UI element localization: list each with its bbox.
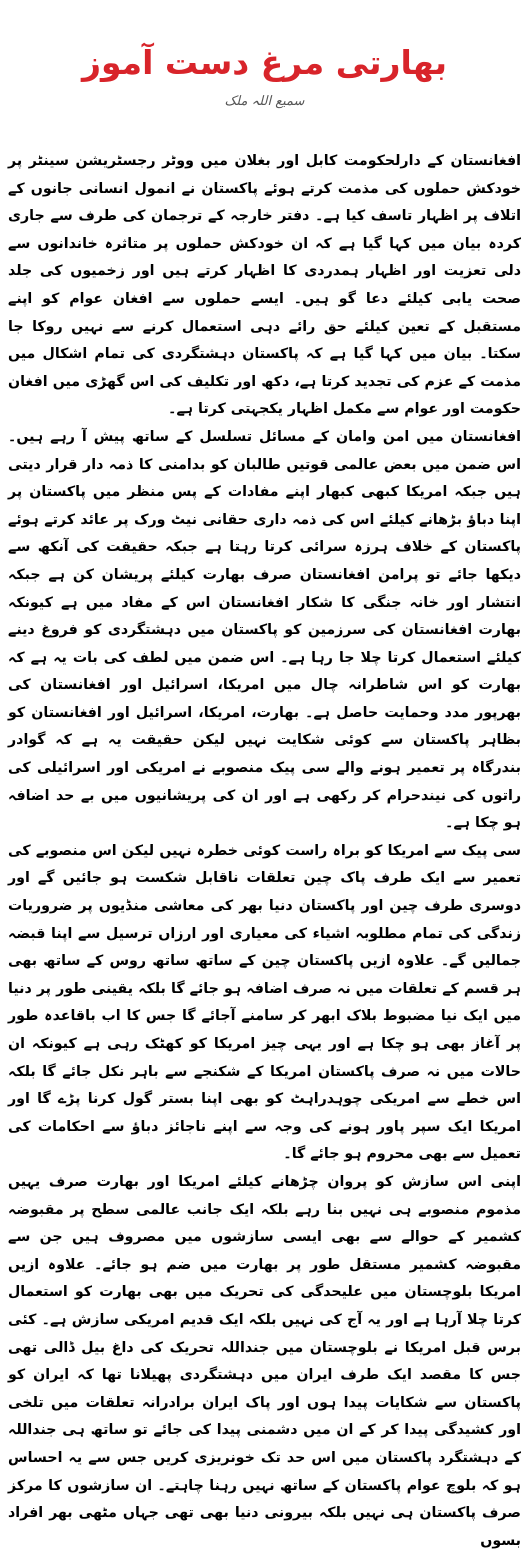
article-paragraph: افغانستان کے دارلحکومت کابل اور بغلان میں ووٹر رجسٹریشن سینٹر پر خودکش حملوں کی مذمت کرتے ہوئے پاکستان نے انمول انسانی جانوں کے اتلاف پر اظہار تاسف کیا ہے۔ دفتر خارجہ کے ترجمان کی طرف سے جاری کردہ بیان میں کہا گیا ہے کہ ان خودکش حملوں پر متاثرہ خاندانوں سے دلی تعزیت اور اظہار ہمدردی کا اظہار کرتے ہیں اور زخمیوں کی جلد صحت یابی کیلئے دعا گو ہیں۔ ایسے حملوں سے افغان عوام کو اپنے مستقبل کے تعین کیلئے حق رائے دہی استعمال کرنے سے نہیں روکا جا سکتا۔ بیان میں کہا گیا ہے کہ پاکستان دہشتگردی کی تمام اشکال میں مذمت کے عزم کی تجدید کرتا ہے، دکھ اور تکلیف کی اس گھڑی میں افغان حکومت اور عوام سے مکمل اظہار یکجہتی کرتا ہے۔: [8, 153, 521, 418]
article-paragraph: افغانستان میں امن وامان کے مسائل تسلسل کے ساتھ پیش آ رہے ہیں۔ اس ضمن میں بعض عالمی قوتیں طالبان کو بدامنی کا ذمہ دار قرار دیتی ہیں جبکہ امریکا کبھی کبھار اپنے مفادات کے پس منظر میں پاکستان پر اپنا دباؤ بڑھانے کیلئے اس کی ذمہ داری حقانی نیٹ ورک پر عائد کرتے ہوئے پاکستان کے خلاف ہرزہ سرائی کرتا رہتا ہے جبکہ حقیقت کی آنکھ سے دیکھا جائے تو پرامن افغانستان صرف بھارت کیلئے پریشان کن ہے جبکہ انتشار اور خانہ جنگی کا شکار افغانستان اس کے مفاد میں ہے کیونکہ بھارت افغانستان کی سرزمین کو پاکستان میں دہشتگردی کو فروغ دینے کیلئے استعمال کرتا چلا جا رہا ہے۔ اس ضمن میں لطف کی بات یہ ہے کہ بھارت کو اس شاطرانہ چال میں امریکا، اسرائیل اور افغانستان کی بھرپور مدد وحمایت حاصل ہے۔ بھارت، امریکا، اسرائیل اور افغانستان کو بظاہر پاکستان سے کوئی شکایت نہیں لیکن حقیقت یہ ہے کہ گوادر بندرگاہ پر تعمیر ہونے والے سی پیک منصوبے نے امریکی اور اسرائیلی کی راتوں کی نیندحرام کر رکھی ہے اور ان کی پریشانیوں میں بے حد اضافہ ہو چکا ہے۔: [8, 428, 521, 832]
article-paragraph: اپنی اس سازش کو پروان چڑھانے کیلئے امریکا اور بھارت صرف یہیں مذموم منصوبے ہی نہیں بنا رہے بلکہ ایک جانب عالمی سطح پر مقبوضہ کشمیر کے حوالے سے بھی ایسی سازشوں میں مصروف ہیں جن سے مقبوضہ کشمیر مستقل طور پر بھارت میں ضم ہو جائے۔ علاوہ ازیں امریکا بلوچستان میں علیحدگی کی تحریک میں بھی بھارت کو استعمال کرتا چلا آرہا ہے اور یہ آج کی نہیں بلکہ ایک قدیم امریکی سازش ہے۔ کئی برس قبل امریکا نے بلوچستان میں جنداللہ تحریک کی داغ بیل ڈالی تھی جس کا مقصد ایک طرف ایران میں دہشتگردی پھیلانا تھا کہ ایران کو پاکستان سے شکایات پیدا ہوں اور پاک ایران برادرانہ تعلقات میں تلخی اور کشیدگی پیدا کر کے ان میں دشمنی پیدا کی جائے تو ساتھ ہی جنداللہ کے دہشتگرد پاکستان میں اس حد تک خونریزی کریں جس سے یہ احساس ہو کہ بلوچ عوام پاکستان کے ساتھ نہیں رہنا چاہتے۔ ان سازشوں کا مرکز صرف پاکستان ہی نہیں بلکہ بیرونی دنیا بھی تھی جہاں مٹھی بھر افراد بسوں: [8, 1173, 521, 1549]
article-title: بھارتی مرغ دست آموز: [81, 43, 448, 82]
article-body: [8, 148, 521, 1549]
author-byline: سمیع اللہ ملک: [224, 94, 305, 109]
article-paragraph: سی پیک سے امریکا کو براہ راست کوئی خطرہ نہیں لیکن اس منصوبے کی تعمیر سے ایک طرف پاک چین تعلقات ناقابل شکست ہو جائیں گے اور دوسری طرف چین اور پاکستان دنیا بھر کی معاشی منڈیوں پر ضروریات زندگی کی تمام مطلوبہ اشیاء کی معیاری اور ارزاں ترسیل سے اپنا قبضہ جمالیں گے۔ علاوہ ازیں پاکستان چین کے ساتھ ساتھ روس کے ساتھ بھی ہر قسم کے تعلقات میں نہ صرف اضافہ ہو جائے گا بلکہ یقینی طور پر دنیا میں ایک نیا مضبوط بلاک ابھر کر سامنے آجائے گا جس کا اب باقاعدہ طور پر آغاز بھی ہو چکا ہے اور یہی چیز امریکا کو کھٹک رہی ہے کیونکہ ان حالات میں نہ صرف پاکستان امریکا کے شکنجے سے باہر نکل جائے گا بلکہ اس خطے سے امریکی چوہدراہٹ کو بھی اپنا بستر گول کرنا پڑے گا اور امریکا ایک سپر پاور ہونے کی وجہ سے اپنے ناجائز دباؤ سے احکامات کی تعمیل سے بھی محروم ہو جائے گا۔: [8, 842, 521, 1163]
